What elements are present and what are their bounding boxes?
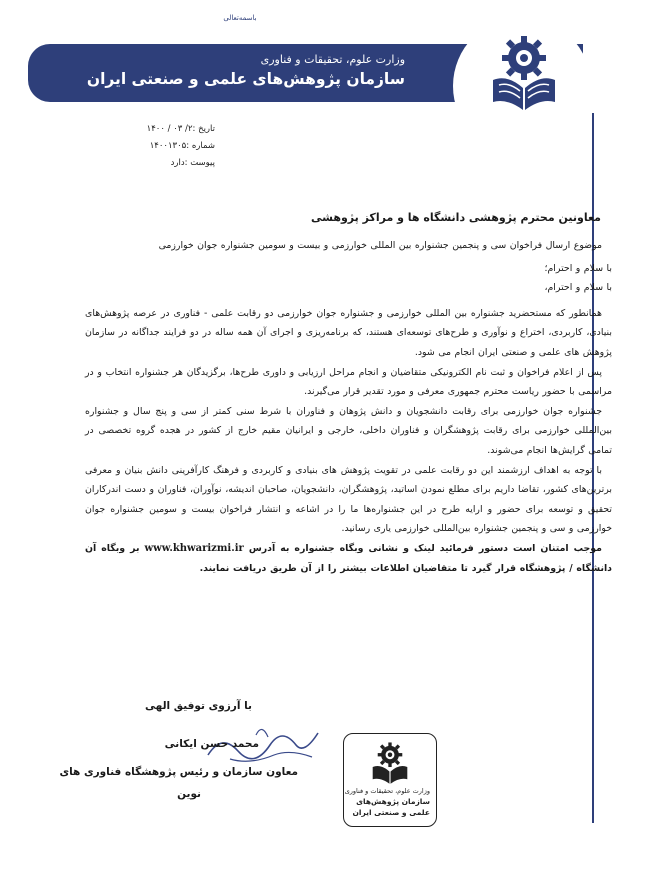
signer-name: محمد حسن ایکانی: [164, 738, 259, 750]
stamp-organization-2: علمی و صنعتی ایران: [352, 808, 430, 817]
paragraph-2: پس از اعلام فراخوان و ثبت نام الکترونیکی متقاضیان و انجام مراحل ارزیابی و داوری طرح‌ها، برگزیدگان هر جشنواره انتخاب و در مراسمی با حضور ریاست محترم جمهوری معرفی و مورد تقدیر قرار می‌گیرند.: [85, 366, 612, 398]
greeting-1: با سلام و احترام؛: [544, 262, 612, 274]
stamp-logo-icon: [366, 738, 414, 786]
letter-date: تاریخ :۲/ ۰۳ / ۱۴۰۰: [146, 124, 215, 134]
signer-title: معاون سازمان و رئیس پژوهشگاه فناوری های: [59, 766, 298, 778]
recipient: معاونین محترم پژوهشی دانشگاه ها و مراکز پژوهشی: [311, 211, 601, 224]
paragraph-5-end: بر وبگاه آن دانشگاه / پژوهشگاه قرار گیرد تا متقاضیان اطلاعات بیشتر را از آن طریق دریافت نمایند.: [85, 542, 612, 574]
paragraph-1: همانطور که مستحضرید جشنواره بین المللی خوارزمی و جشنواره جوان خوارزمی دو رقابت علمی - فناوری در عرصه پژوهش‌های بنیادی، کاربردی، اختراع و نوآوری و طرح‌های توسعه‌ای هستند، که برنامه‌ریزی و اجرای آن همه ساله در دو فرایند جداگانه در سازمان پژوهش های علمی و صنعتی ایران انجام می شود.: [85, 307, 612, 358]
letter-attachment: پیوست :دارد: [170, 158, 215, 168]
letter-body: [85, 236, 612, 578]
stamp-ministry: وزارت علوم، تحقیقات و فناوری: [344, 787, 430, 795]
paragraph-4: با توجه به اهداف ارزشمند این دو رقابت علمی در تقویت پژوهش های بنیادی و کاربردی و فرهنگ کارآفرینی دانش بنیان و معرفی برترین‌های کشور، تقاضا داریم برای مطلع نمودن اساتید، پژوهشگران، دانشجویان، صاحبان اندیشه، نوآوران، فناوران و دست اندرکاران تحقیق و توسعه برای حضور و ارایه طرح در این جشنواره‌ها ما را در اشاعه و انتشار فراخوان بیست و سومین جشنواره جوان خوارزمی و سی و پنجمین جشنواره بین‌المللی خوارزمی یاری رسانید.: [85, 464, 612, 535]
letter-subject: موضوع ارسال فراخوان سی و پنجمین جشنواره بین المللی خوارزمی و بیست و سومین جشنواره جوان خوارزمی: [158, 240, 602, 251]
paragraph-5: [85, 539, 612, 578]
stamp-organization-1: سازمان پژوهش‌های: [356, 797, 430, 806]
official-stamp: [343, 733, 437, 827]
ministry-name: وزارت علوم، تحقیقات و فناوری: [260, 53, 405, 66]
closing-wishes: با آرزوی توفیق الهی: [145, 700, 252, 712]
organization-logo-icon: [487, 28, 561, 114]
letter-number: شماره :۱۴۰۰۱۳۰۵: [149, 141, 215, 151]
bismillah: باسمه‌تعالی: [223, 14, 257, 22]
organization-name: سازمان پژوهش‌های علمی و صنعتی ایران: [86, 70, 405, 88]
letter-meta: [105, 121, 215, 172]
festival-url: www.khwarizmi.ir: [144, 542, 244, 554]
paragraph-5-start: موجب امتنان است دستور فرمائید لینک و نشانی وبگاه جشنواره به آدرس: [248, 542, 602, 554]
signer-title-continued: نوین: [177, 788, 201, 800]
greeting-2: با سلام و احترام،: [544, 282, 612, 294]
paragraph-3: جشنواره جوان خوارزمی برای رقابت دانشجویان و دانش پژوهان و فناوران با شرط سنی کمتر از سی و پنج سال و جشنواره بین‌المللی خوارزمی برای رقابت پژوهشگران و فناوران داخلی، خارجی و ایرانیان مقیم خارج از کشور در هجده گروه تخصصی در تمامی گرایش‌ها انجام می‌شوند.: [85, 405, 612, 456]
